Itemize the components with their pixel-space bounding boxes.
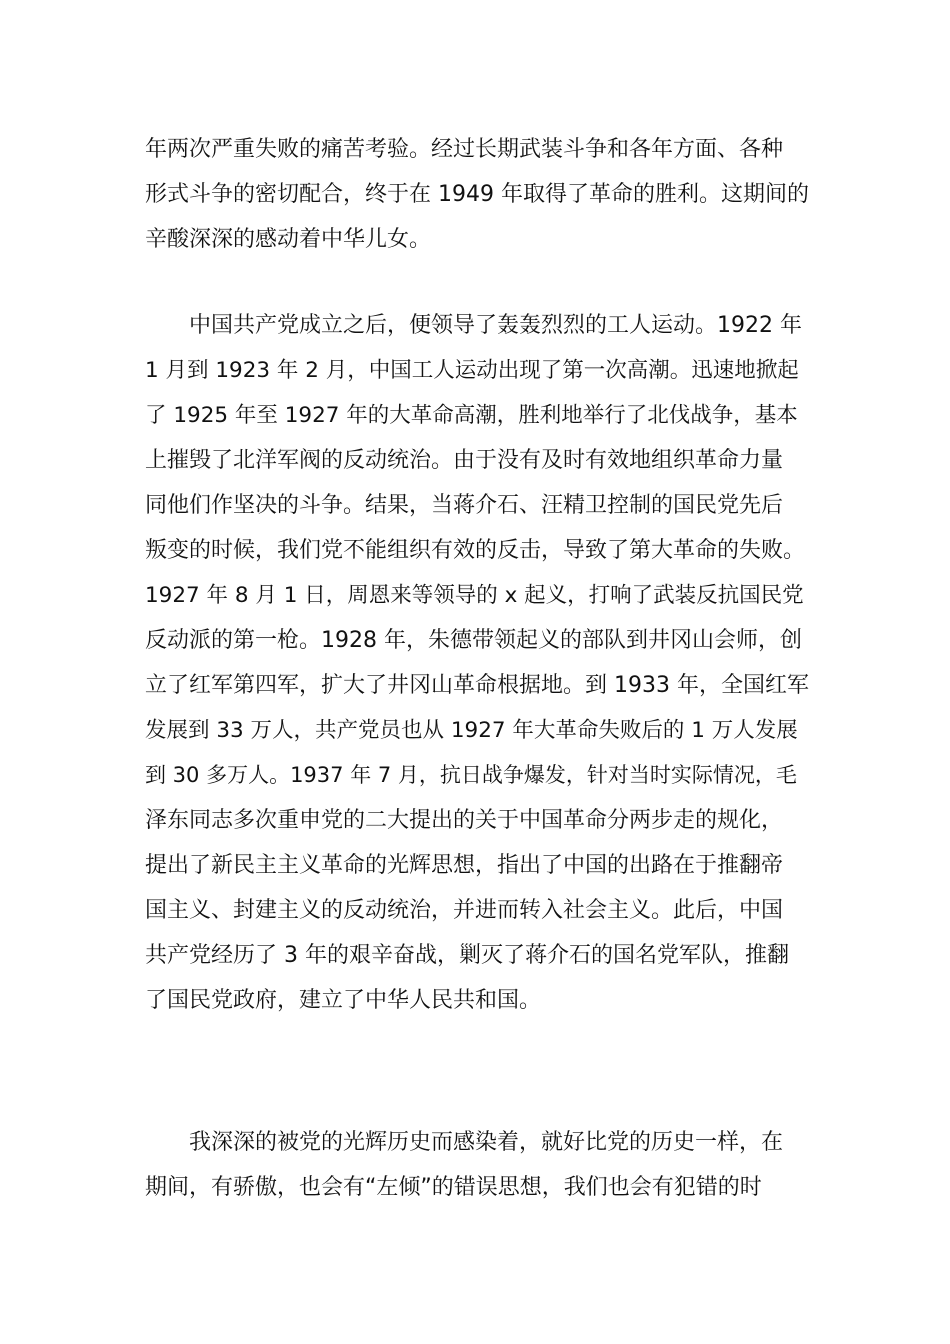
paragraph-line: 1927 年 8 月 1 日，周恩来等领导的 x 起义，打响了武装反抗国民党	[145, 583, 804, 608]
paragraph-line: 泽东同志多次重申党的二大提出的关于中国革命分两步走的规化，	[145, 808, 784, 833]
paragraph-3	[145, 1120, 810, 1210]
paragraph-line: 中国共产党成立之后，便领导了轰轰烈烈的工人运动。1922 年	[145, 313, 802, 338]
paragraph-line: 发展到 33 万人，共产党员也从 1927 年大革命失败后的 1 万人发展	[145, 718, 798, 743]
paragraph-line: 期间，有骄傲，也会有“左倾”的错误思想，我们也会有犯错的时	[145, 1175, 762, 1200]
paragraph-line: 国主义、封建主义的反动统治，并进而转入社会主义。此后，中国	[145, 898, 784, 923]
paragraph-line: 形式斗争的密切配合，终于在 1949 年取得了革命的胜利。这期间的	[145, 182, 809, 207]
paragraph-line: 共产党经历了 3 年的艰辛奋战，剿灭了蒋介石的国名党军队，推翻	[145, 943, 789, 968]
paragraph-2	[145, 303, 810, 1023]
paragraph-line: 我深深的被党的光辉历史而感染着，就好比党的历史一样，在	[145, 1130, 784, 1155]
paragraph-line: 提出了新民主主义革命的光辉思想，指出了中国的出路在于推翻帝	[145, 853, 784, 878]
paragraph-line: 立了红军第四军，扩大了井冈山革命根据地。到 1933 年，全国红军	[145, 673, 809, 698]
paragraph-line: 了国民党政府，建立了中华人民共和国。	[145, 988, 542, 1013]
paragraph-line: 上摧毁了北洋军阀的反动统治。由于没有及时有效地组织革命力量	[145, 448, 784, 473]
paragraph-line: 同他们作坚决的斗争。结果，当蒋介石、汪精卫控制的国民党先后	[145, 493, 784, 518]
paragraph-1	[145, 127, 810, 262]
paragraph-line: 反动派的第一枪。1928 年，朱德带领起义的部队到井冈山会师，创	[145, 628, 802, 653]
paragraph-line: 年两次严重失败的痛苦考验。经过长期武装斗争和各年方面、各种	[145, 137, 784, 162]
paragraph-line: 1 月到 1923 年 2 月，中国工人运动出现了第一次高潮。迅速地掀起	[145, 358, 799, 383]
paragraph-line: 到 30 多万人。1937 年 7 月，抗日战争爆发，针对当时实际情况，毛	[145, 763, 797, 787]
paragraph-line: 辛酸深深的感动着中华儿女。	[145, 227, 432, 252]
paragraph-line: 了 1925 年至 1927 年的大革命高潮，胜利地举行了北伐战争，基本	[145, 403, 798, 428]
paragraph-line: 叛变的时候，我们党不能组织有效的反击，导致了第大革命的失败。	[145, 538, 806, 563]
